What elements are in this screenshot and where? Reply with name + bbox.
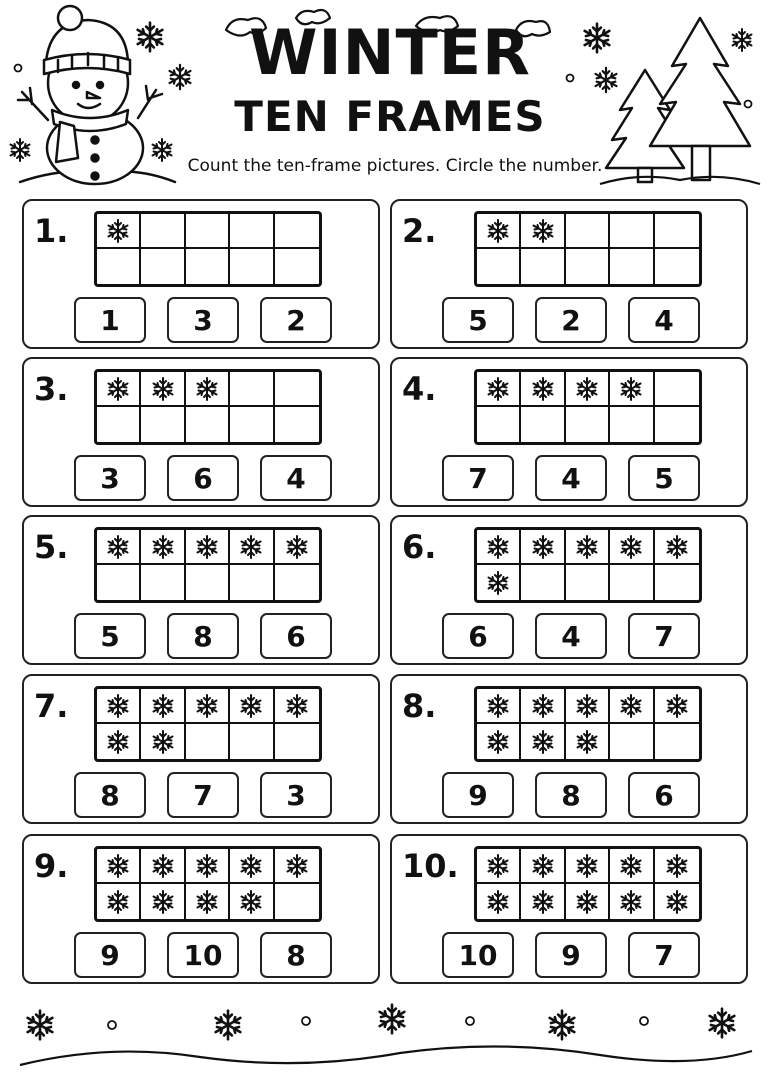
ten-frame-cell-empty bbox=[566, 249, 610, 284]
ten-frame-cell-empty bbox=[566, 565, 610, 600]
snowflake-icon bbox=[485, 570, 511, 596]
snowflake-icon bbox=[618, 889, 644, 915]
snowflake-icon bbox=[380, 1005, 405, 1034]
ten-frame-cell-empty bbox=[230, 372, 274, 407]
ten-frame bbox=[474, 686, 702, 762]
snowflake-icon bbox=[150, 729, 176, 755]
answer-choices bbox=[24, 613, 378, 659]
answer-choice[interactable]: 5 bbox=[628, 455, 700, 501]
ten-frame-cell-filled bbox=[97, 214, 141, 249]
ten-frame-cell-filled bbox=[186, 372, 230, 407]
problem-number: 2. bbox=[402, 212, 437, 250]
ten-frame bbox=[474, 369, 702, 445]
snowflake-icon bbox=[150, 889, 176, 915]
ten-frame-cell-filled bbox=[477, 565, 521, 600]
ten-frame bbox=[474, 211, 702, 287]
snowflake-icon bbox=[284, 853, 310, 879]
snowflake-icon bbox=[194, 534, 220, 560]
snowflake-icon bbox=[105, 534, 131, 560]
ten-frame-cell-empty bbox=[477, 249, 521, 284]
ten-frame-cell-filled bbox=[655, 689, 699, 724]
snowflake-icon bbox=[194, 376, 220, 402]
ten-frame-cell-empty bbox=[275, 249, 319, 284]
ten-frame-cell-filled bbox=[566, 884, 610, 919]
ten-frame-cell-filled bbox=[141, 689, 185, 724]
ten-frame-cell-empty bbox=[141, 565, 185, 600]
snowflake-icon bbox=[105, 729, 131, 755]
snowflake-icon bbox=[530, 889, 556, 915]
ten-frame-cell-empty bbox=[655, 249, 699, 284]
ten-frame-cell-filled bbox=[141, 724, 185, 759]
snowflake-icon bbox=[530, 693, 556, 719]
ten-frame-cell-filled bbox=[141, 884, 185, 919]
answer-choice[interactable]: 8 bbox=[260, 932, 332, 978]
ten-frame-cell-empty bbox=[97, 565, 141, 600]
problem-number: 9. bbox=[34, 847, 69, 885]
snowflake-icon bbox=[733, 29, 752, 51]
answer-choice[interactable]: 6 bbox=[260, 613, 332, 659]
ten-frame-cell-empty bbox=[186, 249, 230, 284]
footer-decorations bbox=[0, 995, 768, 1087]
answer-choice[interactable]: 3 bbox=[74, 455, 146, 501]
snowflake-icon bbox=[574, 889, 600, 915]
ten-frame-cell-empty bbox=[275, 724, 319, 759]
answer-choices bbox=[24, 772, 378, 818]
answer-choice[interactable]: 3 bbox=[260, 772, 332, 818]
ten-frame bbox=[94, 211, 322, 287]
ten-frame-cell-filled bbox=[477, 214, 521, 249]
ten-frame-cell-filled bbox=[655, 849, 699, 884]
answer-choice[interactable]: 9 bbox=[74, 932, 146, 978]
answer-choice[interactable]: 7 bbox=[167, 772, 239, 818]
answer-choice[interactable]: 10 bbox=[442, 932, 514, 978]
snowflake-icon bbox=[664, 534, 690, 560]
ten-frame-cell-filled bbox=[477, 689, 521, 724]
problem-number: 1. bbox=[34, 212, 69, 250]
problem-card-5 bbox=[22, 515, 380, 665]
ten-frame-cell-filled bbox=[275, 849, 319, 884]
ten-frame-cell-filled bbox=[97, 849, 141, 884]
ten-frame-cell-empty bbox=[275, 407, 319, 442]
problem-card-7 bbox=[22, 674, 380, 824]
snowflake-icon bbox=[11, 139, 30, 161]
answer-choice[interactable]: 1 bbox=[74, 297, 146, 343]
snowflake-icon bbox=[530, 729, 556, 755]
ten-frame-cell-empty bbox=[521, 407, 565, 442]
ten-frame-cell-empty bbox=[477, 407, 521, 442]
problem-number: 3. bbox=[34, 370, 69, 408]
problem-card-6 bbox=[390, 515, 748, 665]
snowflake-icon bbox=[530, 218, 556, 244]
ten-frame-cell-filled bbox=[477, 724, 521, 759]
snowflake-icon bbox=[216, 1011, 241, 1040]
ten-frame-cell-filled bbox=[566, 689, 610, 724]
snowflake-icon bbox=[194, 693, 220, 719]
snowflake-icon bbox=[105, 853, 131, 879]
snowflake-icon bbox=[664, 853, 690, 879]
snowflake-icon bbox=[664, 889, 690, 915]
answer-choices bbox=[392, 613, 746, 659]
snowflake-icon bbox=[574, 376, 600, 402]
ten-frame-cell-filled bbox=[655, 884, 699, 919]
answer-choices bbox=[392, 932, 746, 978]
ten-frame-cell-empty bbox=[655, 724, 699, 759]
ten-frame-cell-filled bbox=[275, 689, 319, 724]
problem-card-3 bbox=[22, 357, 380, 507]
ten-frame-cell-filled bbox=[521, 884, 565, 919]
snowflake-icon bbox=[105, 889, 131, 915]
ten-frame-cell-filled bbox=[97, 884, 141, 919]
snowflake-icon bbox=[664, 693, 690, 719]
problem-number: 8. bbox=[402, 687, 437, 725]
answer-choices bbox=[24, 932, 378, 978]
ten-frame-cell-filled bbox=[566, 724, 610, 759]
ten-frame-cell-empty bbox=[521, 565, 565, 600]
answer-choice[interactable]: 9 bbox=[535, 932, 607, 978]
snowflake-icon bbox=[105, 218, 131, 244]
snowflake-icon bbox=[530, 853, 556, 879]
snowflake-icon bbox=[618, 693, 644, 719]
snowflake-icon bbox=[284, 534, 310, 560]
snowflake-icon bbox=[574, 729, 600, 755]
snowflake-icon bbox=[485, 376, 511, 402]
ten-frame-cell-empty bbox=[230, 565, 274, 600]
ten-frame-cell-empty bbox=[655, 214, 699, 249]
snowflake-icon bbox=[485, 729, 511, 755]
snowflake-icon bbox=[485, 534, 511, 560]
answer-choice[interactable]: 3 bbox=[167, 297, 239, 343]
snowflake-icon bbox=[574, 693, 600, 719]
ten-frame-cell-filled bbox=[566, 530, 610, 565]
answer-choice[interactable]: 4 bbox=[628, 297, 700, 343]
snowflake-icon bbox=[170, 65, 191, 89]
snowflake-icon bbox=[238, 534, 264, 560]
ten-frame-cell-filled bbox=[97, 530, 141, 565]
ten-frame bbox=[94, 369, 322, 445]
snowflake-icon bbox=[585, 24, 610, 53]
ten-frame-cell-empty bbox=[230, 249, 274, 284]
ten-frame bbox=[474, 527, 702, 603]
ten-frame-cell-filled bbox=[230, 884, 274, 919]
answer-choice[interactable]: 9 bbox=[442, 772, 514, 818]
answer-choice[interactable]: 2 bbox=[260, 297, 332, 343]
snowflake-icon bbox=[530, 534, 556, 560]
ten-frame-cell-filled bbox=[566, 849, 610, 884]
ten-frame-cell-empty bbox=[610, 407, 654, 442]
ten-frame-cell-filled bbox=[230, 530, 274, 565]
ten-frame-cell-empty bbox=[141, 249, 185, 284]
answer-choices bbox=[24, 455, 378, 501]
answer-choices bbox=[392, 297, 746, 343]
answer-choice[interactable]: 6 bbox=[442, 613, 514, 659]
ten-frame-cell-empty bbox=[97, 249, 141, 284]
ten-frame-cell-filled bbox=[566, 372, 610, 407]
snowflake-icon bbox=[485, 853, 511, 879]
answer-choice[interactable]: 7 bbox=[628, 932, 700, 978]
snowflake-icon bbox=[710, 1009, 735, 1038]
ten-frame-cell-filled bbox=[521, 214, 565, 249]
answer-choices bbox=[24, 297, 378, 343]
problem-card-9 bbox=[22, 834, 380, 984]
worksheet-footer bbox=[0, 995, 768, 1087]
problem-number: 5. bbox=[34, 528, 69, 566]
snowflake-icon bbox=[238, 853, 264, 879]
ten-frame-cell-filled bbox=[186, 849, 230, 884]
ten-frame-cell-filled bbox=[186, 689, 230, 724]
snowflake-icon bbox=[618, 853, 644, 879]
problem-card-10 bbox=[390, 834, 748, 984]
answer-choice[interactable]: 8 bbox=[74, 772, 146, 818]
snowflake-icon bbox=[194, 889, 220, 915]
answer-choice[interactable]: 8 bbox=[167, 613, 239, 659]
problem-number: 4. bbox=[402, 370, 437, 408]
ten-frame-cell-filled bbox=[97, 689, 141, 724]
ten-frame-cell-filled bbox=[141, 530, 185, 565]
snowflake-icon bbox=[238, 693, 264, 719]
ten-frame-cell-empty bbox=[655, 372, 699, 407]
snowflake-icon bbox=[150, 376, 176, 402]
snowflake-icon bbox=[530, 376, 556, 402]
instructions-text: Count the ten-frame pictures. Circle the number. bbox=[187, 156, 603, 176]
snowflake-icon bbox=[105, 376, 131, 402]
snowflake-icon bbox=[596, 68, 617, 92]
ten-frame-cell-filled bbox=[275, 530, 319, 565]
ten-frame-cell-filled bbox=[521, 724, 565, 759]
ten-frame-cell-empty bbox=[566, 214, 610, 249]
snowflake-icon bbox=[485, 693, 511, 719]
snowflake-icon bbox=[150, 693, 176, 719]
snowflake-icon bbox=[238, 889, 264, 915]
ten-frame-cell-empty bbox=[186, 565, 230, 600]
snowflake-icon bbox=[138, 23, 163, 52]
problem-card-1 bbox=[22, 199, 380, 349]
ten-frame-cell-filled bbox=[610, 372, 654, 407]
worksheet-header bbox=[0, 0, 768, 195]
answer-choice[interactable]: 6 bbox=[628, 772, 700, 818]
ten-frame-cell-empty bbox=[186, 407, 230, 442]
answer-choice[interactable]: 5 bbox=[74, 613, 146, 659]
ten-frame-cell-empty bbox=[610, 249, 654, 284]
ten-frame-cell-empty bbox=[610, 724, 654, 759]
snowflake-icon bbox=[574, 853, 600, 879]
snowflake-icon bbox=[150, 853, 176, 879]
ten-frame-cell-empty bbox=[610, 565, 654, 600]
ten-frame-cell-empty bbox=[186, 214, 230, 249]
ten-frame-cell-empty bbox=[230, 724, 274, 759]
ten-frame-cell-filled bbox=[141, 372, 185, 407]
snowflake-icon bbox=[284, 693, 310, 719]
ten-frame-cell-filled bbox=[141, 849, 185, 884]
problem-card-8 bbox=[390, 674, 748, 824]
answer-choice[interactable]: 4 bbox=[535, 613, 607, 659]
ten-frame-cell-filled bbox=[610, 530, 654, 565]
ten-frame-cell-filled bbox=[521, 372, 565, 407]
answer-choice[interactable]: 7 bbox=[442, 455, 514, 501]
snowflake-icon bbox=[150, 534, 176, 560]
snowflake-icon bbox=[574, 534, 600, 560]
snowflake-icon bbox=[485, 218, 511, 244]
ten-frame-cell-filled bbox=[521, 849, 565, 884]
ten-frame-cell-filled bbox=[477, 849, 521, 884]
ten-frame-cell-empty bbox=[566, 407, 610, 442]
ten-frame-cell-empty bbox=[275, 372, 319, 407]
snowflake-icon bbox=[618, 376, 644, 402]
ten-frame-cell-empty bbox=[275, 565, 319, 600]
ten-frame bbox=[94, 527, 322, 603]
ten-frame-cell-empty bbox=[521, 249, 565, 284]
ten-frame-cell-empty bbox=[610, 214, 654, 249]
snowflake-icon bbox=[153, 139, 172, 161]
ten-frame-cell-empty bbox=[275, 884, 319, 919]
snowflake-icon bbox=[194, 853, 220, 879]
ten-frame bbox=[474, 846, 702, 922]
problem-card-4 bbox=[390, 357, 748, 507]
page-title-line-1: WINTER bbox=[249, 16, 531, 89]
ten-frame-cell-filled bbox=[610, 849, 654, 884]
ten-frame-cell-empty bbox=[141, 407, 185, 442]
answer-choice[interactable]: 10 bbox=[167, 932, 239, 978]
answer-choice[interactable]: 2 bbox=[535, 297, 607, 343]
ten-frame-cell-filled bbox=[477, 372, 521, 407]
ten-frame-cell-empty bbox=[141, 214, 185, 249]
ten-frame-cell-filled bbox=[521, 689, 565, 724]
ten-frame-cell-filled bbox=[230, 849, 274, 884]
answer-choices bbox=[392, 455, 746, 501]
ten-frame-cell-empty bbox=[275, 214, 319, 249]
ten-frame-cell-filled bbox=[610, 689, 654, 724]
snowflake-icon bbox=[28, 1011, 53, 1040]
ten-frame bbox=[94, 846, 322, 922]
ten-frame-cell-filled bbox=[230, 689, 274, 724]
problem-number: 7. bbox=[34, 687, 69, 725]
ten-frame-cell-filled bbox=[97, 372, 141, 407]
answer-choices bbox=[392, 772, 746, 818]
ten-frame-cell-empty bbox=[655, 565, 699, 600]
answer-choice[interactable]: 7 bbox=[628, 613, 700, 659]
problem-number: 6. bbox=[402, 528, 437, 566]
answer-choice[interactable]: 8 bbox=[535, 772, 607, 818]
ten-frame-cell-filled bbox=[655, 530, 699, 565]
problem-card-2 bbox=[390, 199, 748, 349]
answer-choice[interactable]: 4 bbox=[260, 455, 332, 501]
snowflake-icon bbox=[618, 534, 644, 560]
answer-choice[interactable]: 6 bbox=[167, 455, 239, 501]
ten-frame-cell-empty bbox=[655, 407, 699, 442]
answer-choice[interactable]: 5 bbox=[442, 297, 514, 343]
ten-frame-cell-filled bbox=[97, 724, 141, 759]
snowflake-icon bbox=[105, 693, 131, 719]
page-title-line-2: TEN FRAMES bbox=[234, 92, 546, 141]
ten-frame-cell-filled bbox=[186, 530, 230, 565]
problem-number: 10. bbox=[402, 847, 459, 885]
snowflake-icon bbox=[550, 1011, 575, 1040]
ten-frame-cell-empty bbox=[97, 407, 141, 442]
ten-frame-cell-filled bbox=[477, 884, 521, 919]
answer-choice[interactable]: 4 bbox=[535, 455, 607, 501]
snowflake-icon bbox=[485, 889, 511, 915]
ten-frame-cell-empty bbox=[186, 724, 230, 759]
ten-frame-cell-filled bbox=[521, 530, 565, 565]
ten-frame-cell-filled bbox=[186, 884, 230, 919]
ten-frame-cell-empty bbox=[230, 214, 274, 249]
ten-frame-cell-empty bbox=[230, 407, 274, 442]
ten-frame-cell-filled bbox=[610, 884, 654, 919]
ten-frame-cell-filled bbox=[477, 530, 521, 565]
snowman-icon bbox=[18, 6, 175, 184]
ten-frame bbox=[94, 686, 322, 762]
